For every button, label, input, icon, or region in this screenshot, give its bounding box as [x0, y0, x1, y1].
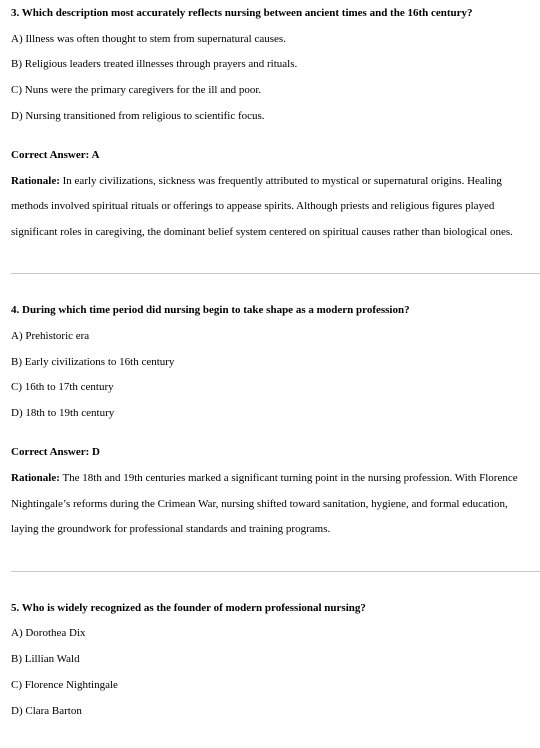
question-4-option-c: C) 16th to 17th century	[11, 381, 114, 393]
question-4-option-b: B) Early civilizations to 16th century	[11, 356, 175, 368]
question-4-rationale-line-1	[11, 472, 518, 485]
question-3-rationale-text-1: In early civilizations, sickness was frequently attributed to mystical or supernatural origins. Healing	[59, 175, 502, 187]
question-3-option-a: A) Illness was often thought to stem from supernatural causes.	[11, 33, 286, 45]
question-4-correct-answer: Correct Answer: D	[11, 446, 100, 458]
question-3-rationale-line-2: methods involved spiritual rituals or offerings to appease spirits. Although priests and religious figures played	[11, 200, 495, 212]
question-4-rationale-label: Rationale:	[11, 472, 60, 484]
question-5-option-b: B) Lillian Wald	[11, 653, 80, 665]
section-divider-2	[11, 571, 540, 572]
question-4-rationale-text-1: The 18th and 19th centuries marked a significant turning point in the nursing profession. With Florence	[59, 472, 518, 484]
question-3-text: 3. Which description most accurately reflects nursing between ancient times and the 16th century?	[11, 7, 473, 19]
question-5-option-d: D) Clara Barton	[11, 705, 82, 717]
question-3-option-b: B) Religious leaders treated illnesses through prayers and rituals.	[11, 58, 298, 70]
question-3-option-c: C) Nuns were the primary caregivers for the ill and poor.	[11, 84, 262, 96]
question-4-option-d: D) 18th to 19th century	[11, 407, 115, 419]
question-3-rationale-line-3: significant roles in caregiving, the dominant belief system centered on spiritual causes rather than biological ones.	[11, 226, 513, 238]
question-3-correct-answer: Correct Answer: A	[11, 149, 100, 161]
question-4-text: 4. During which time period did nursing begin to take shape as a modern profession?	[11, 304, 410, 316]
question-4-rationale-line-3: laying the groundwork for professional standards and training programs.	[11, 523, 331, 535]
question-3-rationale-label: Rationale:	[11, 175, 60, 187]
question-3-option-d: D) Nursing transitioned from religious to scientific focus.	[11, 110, 265, 122]
question-4-rationale-line-2: Nightingale’s reforms during the Crimean War, nursing shifted toward sanitation, hygiene, and formal education,	[11, 498, 508, 510]
question-4-option-a: A) Prehistoric era	[11, 330, 90, 342]
question-5-option-c: C) Florence Nightingale	[11, 679, 118, 691]
question-3-rationale-line-1	[11, 175, 502, 188]
section-divider-1	[11, 273, 540, 274]
question-5-text: 5. Who is widely recognized as the founder of modern professional nursing?	[11, 602, 366, 614]
question-5-option-a: A) Dorothea Dix	[11, 627, 86, 639]
